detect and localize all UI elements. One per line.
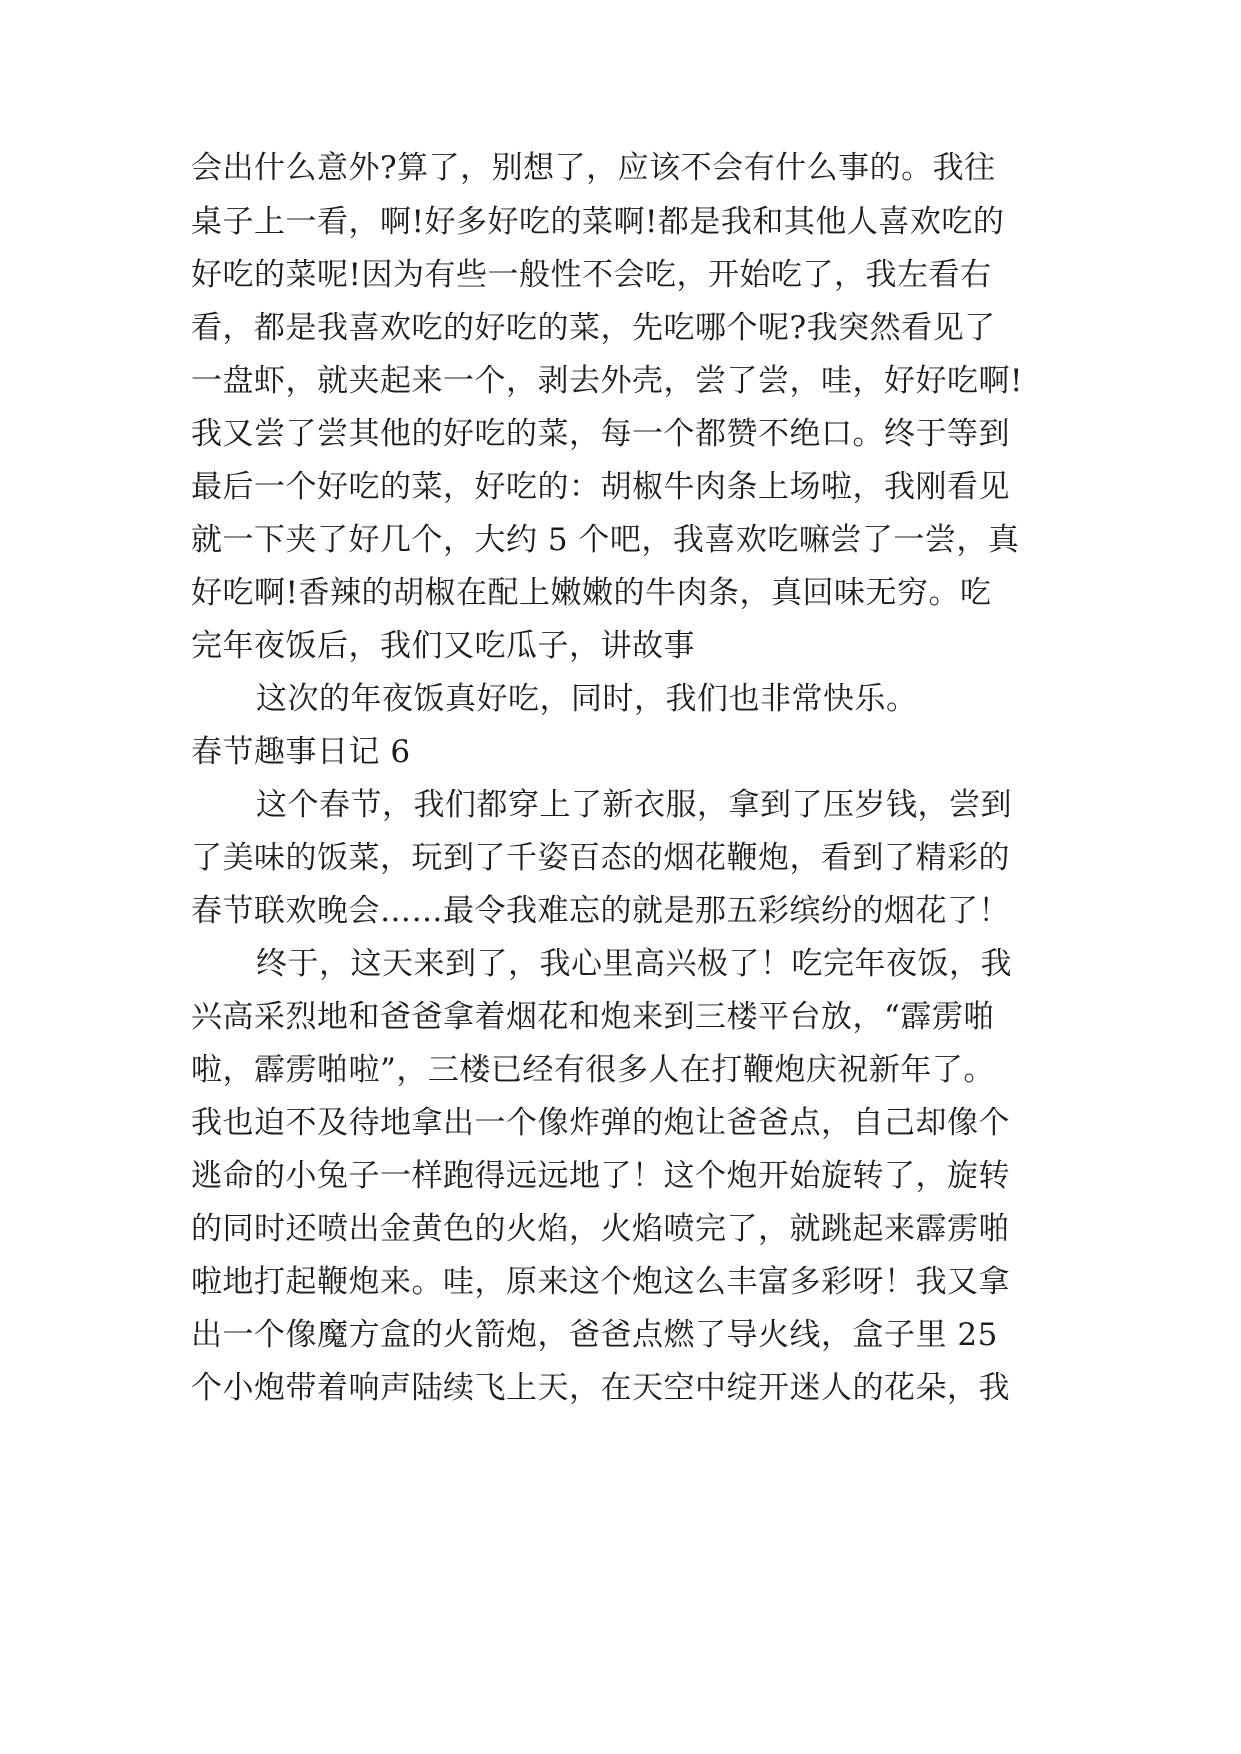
- text-line: 逃命的小兔子一样跑得远远地了！这个炮开始旋转了，旋转: [191, 1158, 1010, 1194]
- text-line: 桌子上一看，啊!好多好吃的菜啊!都是我和其他人喜欢吃的: [191, 204, 1005, 240]
- text-line: 出一个像魔方盒的火箭炮，爸爸点燃了导火线，盒子里 25: [191, 1317, 998, 1353]
- text-line: 的同时还喷出金黄色的火焰，火焰喷完了，就跳起来霹雳啪: [191, 1211, 1010, 1247]
- text-line: 个小炮带着响声陆续飞上天，在天空中绽开迷人的花朵，我: [191, 1370, 1010, 1406]
- text-line: 就一下夹了好几个，大约 5 个吧，我喜欢吃嘛尝了一尝，真: [191, 522, 1020, 558]
- text-line: 好吃的菜呢!因为有些一般性不会吃，开始吃了，我左看右: [191, 257, 992, 293]
- text-line: 我也迫不及待地拿出一个像炸弹的炮让爸爸点，自己却像个: [191, 1105, 1010, 1141]
- text-line: 啦地打起鞭炮来。哇，原来这个炮这么丰富多彩呀！我又拿: [191, 1264, 1010, 1300]
- text-line: 春节联欢晚会……最令我难忘的就是那五彩缤纷的烟花了！: [191, 893, 1010, 929]
- paragraph-first-line: 这个春节，我们都穿上了新衣服，拿到了压岁钱，尝到: [256, 787, 1012, 823]
- text-line: 完年夜饭后，我们又吃瓜子，讲故事: [191, 628, 695, 664]
- section-title: 春节趣事日记 6: [191, 734, 411, 770]
- paragraph-first-line: 这次的年夜饭真好吃，同时，我们也非常快乐。: [256, 681, 918, 717]
- text-line: 兴高采烈地和爸爸拿着烟花和炮来到三楼平台放，“霹雳啪: [191, 999, 995, 1035]
- text-line: 看，都是我喜欢吃的好吃的菜，先吃哪个呢?我突然看见了: [191, 310, 996, 346]
- text-line: 最后一个好吃的菜，好吃的：胡椒牛肉条上场啦，我刚看见: [191, 469, 1010, 505]
- text-line: 啦，霹雳啪啦”，三楼已经有很多人在打鞭炮庆祝新年了。: [191, 1052, 995, 1088]
- text-line: 一盘虾，就夹起来一个，剥去外壳，尝了尝，哇，好好吃啊!: [191, 363, 1023, 399]
- paragraph-first-line: 终于，这天来到了，我心里高兴极了！吃完年夜饭，我: [256, 946, 1012, 982]
- text-line: 了美味的饭菜，玩到了千姿百态的烟花鞭炮，看到了精彩的: [191, 840, 1010, 876]
- text-line: 好吃啊!香辣的胡椒在配上嫩嫩的牛肉条，真回味无穷。吃: [191, 575, 992, 611]
- text-line: 我又尝了尝其他的好吃的菜，每一个都赞不绝口。终于等到: [191, 416, 1010, 452]
- text-line: 会出什么意外?算了，别想了，应该不会有什么事的。我往: [191, 150, 996, 186]
